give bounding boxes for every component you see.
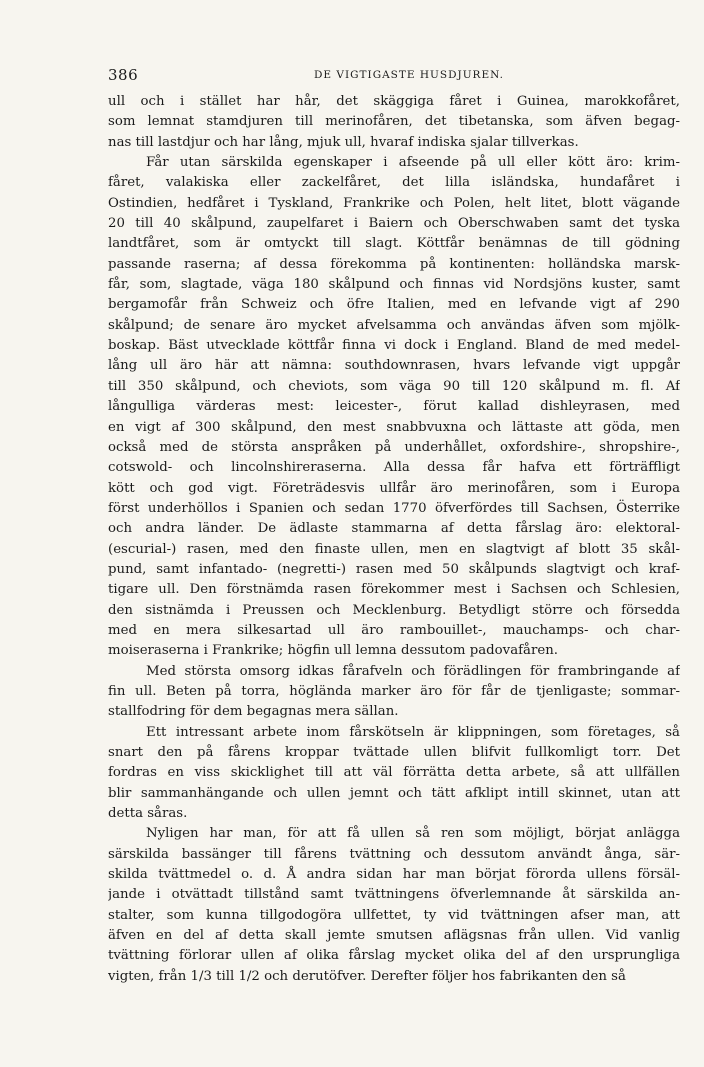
text-line: skålpund; de senare äro mycket afvelsamma och användas äfven som mjölk-	[108, 317, 680, 333]
text-line: detta såras.	[108, 806, 188, 822]
text-line: stalter, som kunna tillgodogöra ullfettet, ty vid tvättningen afser man, att	[108, 907, 680, 923]
text-line: stallfodring för dem begagnas mera sällan.	[108, 704, 399, 720]
text-line: fin ull. Beten på torra, högländа marker äro för får de tjenligaste; sommar-	[108, 683, 680, 699]
text-line: äfven en del af detta skall jemte smutsen aflägsnas från ullen. Vid vanlig	[108, 928, 680, 944]
text-line: snart den på fårens kroppar tvättade ullen blifvit fullkomligt torr. Det	[108, 745, 680, 760]
text-line: den sistnämda i Preussen och Mecklenburg. Betydligt större och försedda	[108, 602, 680, 618]
paragraph	[108, 723, 680, 825]
text-line: fåret, valakiska eller zackelfåret, det lilla isländska, hundafåret i	[108, 175, 680, 191]
text-line: Nyligen har man, för att få ullen så ren som möjligt, börjat anlägga	[146, 826, 680, 842]
text-line: (escurial-) rasen, med den finaste ullen, men en slagtvigt af blott 35 skål-	[108, 541, 680, 557]
text-line: ull och i stället har hår, det skäggiga fåret i Guinea, marokkofåret,	[108, 94, 680, 109]
text-line: fordras en viss skicklighet till att väl förrätta detta arbete, så att ullfällen	[108, 765, 680, 781]
text-line: 20 till 40 skålpund, zaupelfaret i Baiern och Oberschwaben samt det tyska	[108, 216, 680, 232]
body-text	[108, 92, 680, 987]
text-line: nas till lastdjur och har lång, mjuk ull, hvaraf indiska sjalar tillverkas.	[108, 134, 579, 150]
text-line: Får utan särskilda egenskaper i afseende på ull eller kött äro: krim-	[146, 155, 680, 171]
text-line: lång ull äro här att nämna: southdownrasen, hvars lefvande vigt uppgår	[108, 358, 680, 374]
text-line: Ett intressant arbete inom fårskötseln är klippningen, som företages, så	[146, 724, 680, 740]
text-line: boskap. Bäst utvecklade köttfår finna vi dock i England. Bland de med medel-	[108, 338, 680, 354]
text-line: som lemnat stamdjuren till merinofåren, det tibetanska, som äfven begag-	[108, 114, 680, 130]
text-line: moiseraserna i Frankrike; högfin ull lemna dessutom padovafåren.	[108, 643, 558, 659]
text-line: först underhöllos i Spanien och sedan 1770 öfverfördes till Sachsen, Österrike	[108, 500, 680, 516]
text-line: får, som, slagtade, väga 180 skålpund och finnas vid Nordsjöns kuster, samt	[108, 277, 680, 293]
text-line: Ostindien, hedfåret i Tyskland, Frankrike och Polen, helt litet, blott vägande	[108, 195, 680, 211]
text-line: till 350 skålpund, och cheviots, som väga 90 till 120 skålpund m. fl. Af	[108, 378, 680, 394]
text-line: blir sammanhängande och ullen jemnt och tätt afklipt intill skinnet, utan att	[108, 785, 680, 801]
text-line: en vigt af 300 skålpund, den mest snabbvuxna och lättaste att göda, men	[108, 419, 680, 435]
text-line: passande raserna; af dessa förekomma på kontinenten: holländska marsk-	[108, 256, 680, 272]
paragraph	[108, 92, 680, 153]
text-line: också med de största anspråken på underhållet, oxfordshire-, shropshire-,	[108, 439, 680, 455]
text-line: skilda tvättmedel o. d. Å andra sidan har man börjat förorda ullens försäl-	[108, 867, 680, 883]
text-line: med en mera silkesartad ull äro rambouillet-, mauchamps- och char-	[108, 622, 680, 638]
text-line: särskilda bassänger till fårens tvättning och dessutom användt ånga, sär-	[108, 846, 680, 862]
text-line: tvättning förlorar ullen af olika fårslag mycket olika del af den ursprungliga	[108, 948, 680, 964]
paragraph	[108, 824, 680, 987]
page-number: 386	[108, 66, 139, 84]
text-line: tigare ull. Den förstnämda rasen förekommer mest i Sachsen och Schlesien,	[108, 582, 680, 598]
text-line: och andra länder. De ädlaste stammarna af detta fårslag äro: elektoral-	[108, 521, 680, 537]
paragraph	[108, 662, 680, 723]
text-line: kött och god vigt. Företrädesvis ullfår äro merinofåren, som i Europa	[108, 480, 680, 496]
text-line: vigten, från 1/3 till 1/2 och derutöfver. Derefter följer hos fabrikanten den så	[108, 968, 626, 984]
paragraph	[108, 153, 680, 662]
text-line: pund, samt infantado- (negretti-) rasen med 50 skålpunds slagtvigt och kraf-	[108, 561, 680, 577]
text-line: långulliga värderas mest: leicester-, förut kallad dishleyrasen, med	[108, 399, 680, 415]
page-header	[108, 66, 680, 86]
running-title: DE VIGTIGASTE HUSDJUREN.	[314, 69, 504, 81]
text-line: Med största omsorg idkas fårafveln och förädlingen för frambringande af	[146, 663, 680, 679]
text-line: landtfåret, som är omtyckt till slagt. Köttfår benämnas de till gödning	[108, 236, 680, 252]
text-line: bergamofår från Schweiz och öfre Italien, med en lefvande vigt af 290	[108, 297, 680, 313]
text-line: cotswold- och lincolnshireraserna. Alla dessa får hafva ett förträffligt	[108, 460, 680, 476]
text-line: jande i otvättadt tillstånd samt tvättningens öfverlemnande åt särskilda an-	[108, 887, 680, 903]
